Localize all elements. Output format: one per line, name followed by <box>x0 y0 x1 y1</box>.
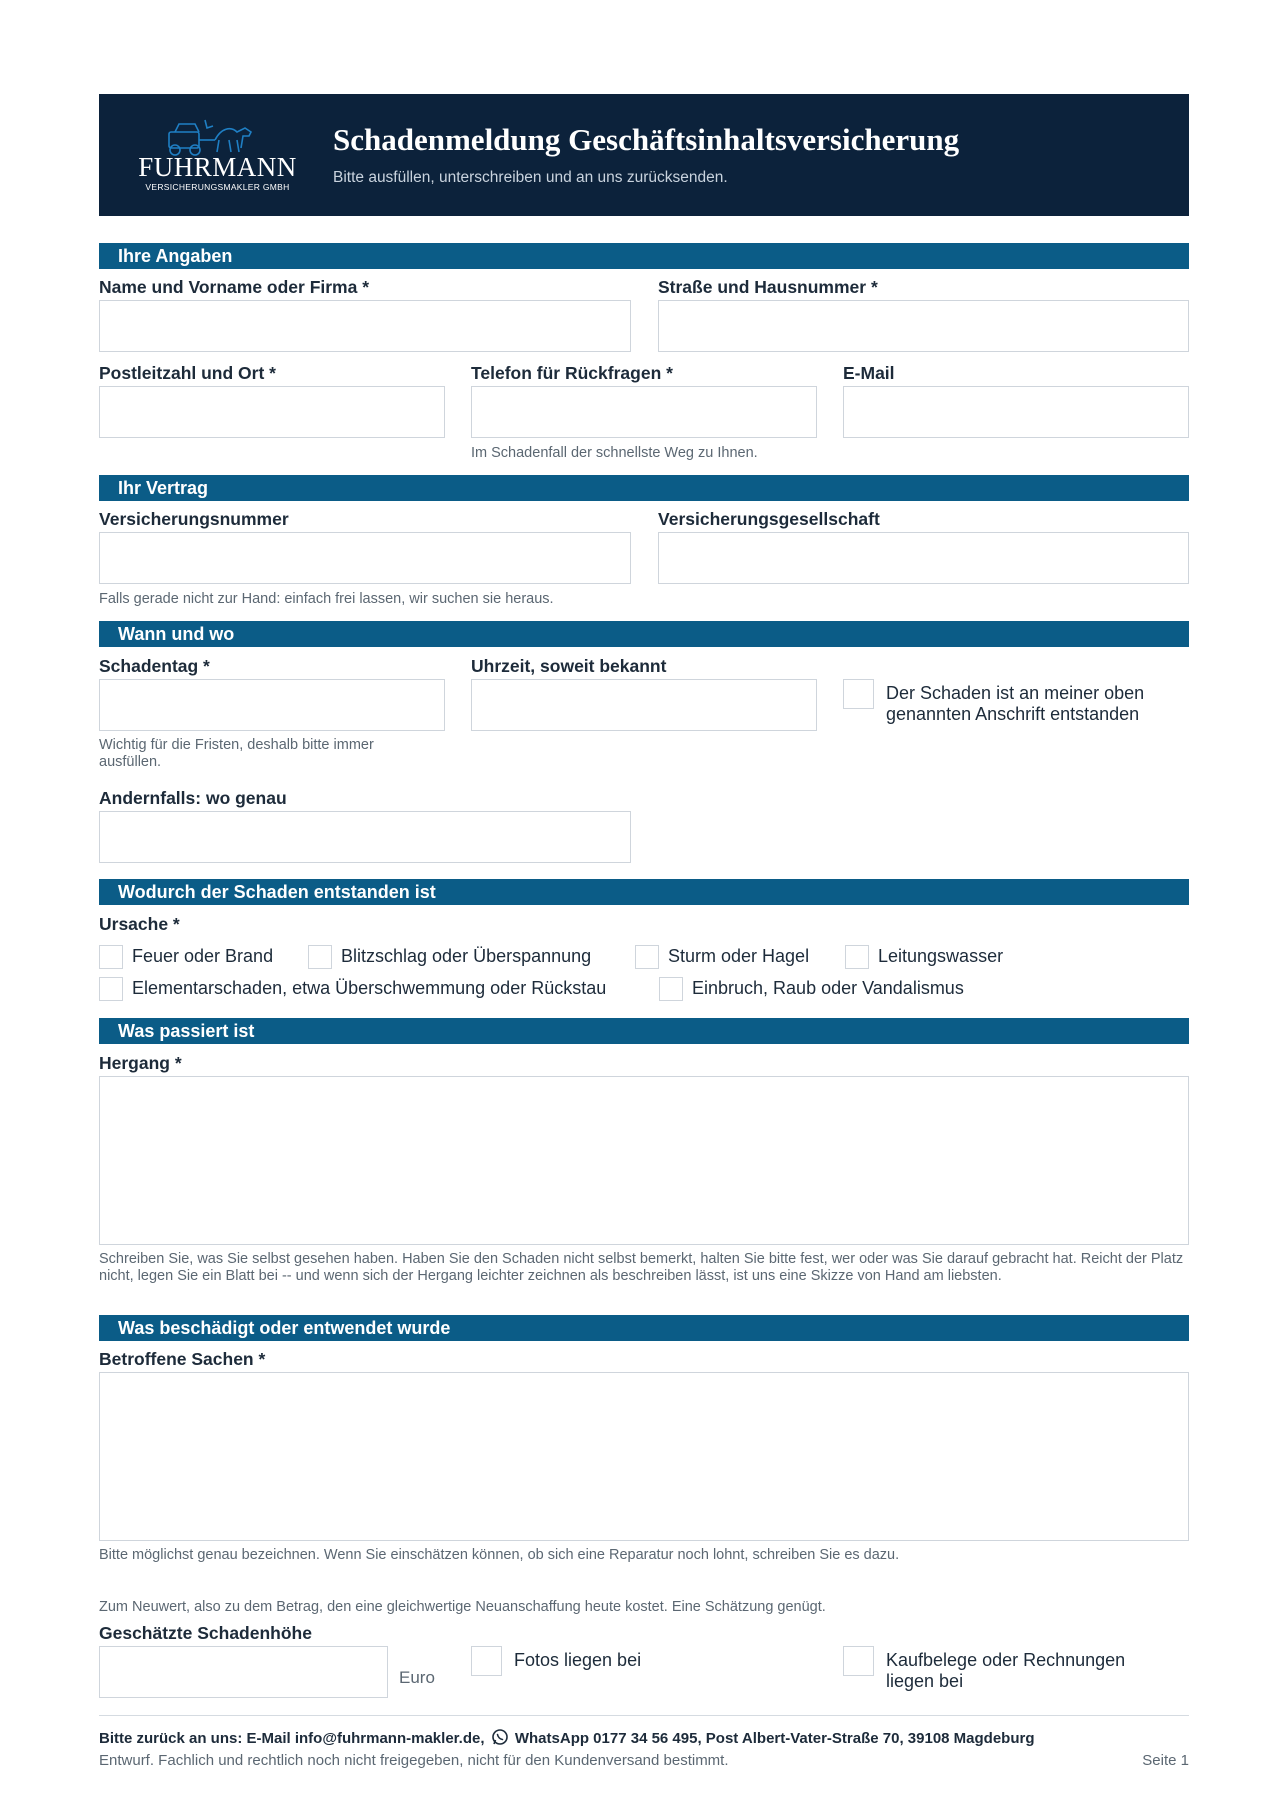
policy-number-field[interactable] <box>99 532 631 584</box>
course-textarea[interactable] <box>99 1076 1189 1245</box>
cause-lightning-checkbox[interactable] <box>308 945 332 969</box>
photos-label: Fotos liegen bei <box>514 1650 642 1670</box>
amount-field[interactable] <box>99 1646 388 1698</box>
photos-checkbox[interactable] <box>471 1646 502 1676</box>
location-label: Andernfalls: wo genau <box>99 788 287 808</box>
cause-label: Ursache * <box>99 914 180 934</box>
plz-city-field[interactable] <box>99 386 445 438</box>
name-field[interactable] <box>99 300 631 352</box>
amount-label: Geschätzte Schadenhöhe <box>99 1623 312 1643</box>
items-hint: Bitte möglichst genau bezeichnen. Wenn Sie einschätzen können, ob sich eine Reparatur noch lohnt, schreiben Sie es dazu. <box>99 1547 900 1563</box>
own-address-label: Der Schaden ist an meiner oben genannten Anschrift entstanden <box>886 683 1145 724</box>
insurer-field[interactable] <box>658 532 1189 584</box>
phone-label: Telefon für Rückfragen * <box>471 363 673 383</box>
cause-fire-checkbox[interactable] <box>99 945 123 969</box>
section-ihre-angaben: Ihre Angaben <box>99 243 1189 269</box>
email-field[interactable] <box>843 386 1189 438</box>
damage-date-label: Schadentag * <box>99 656 210 676</box>
currency-label: Euro <box>399 1668 435 1687</box>
whatsapp-icon <box>491 1728 509 1750</box>
cause-fire-label: Feuer oder Brand <box>132 946 274 966</box>
cause-water-checkbox[interactable] <box>845 945 869 969</box>
name-label: Name und Vorname oder Firma * <box>99 277 370 297</box>
footer-disclaimer: Entwurf. Fachlich und rechtlich noch nicht freigegeben, nicht für den Kundenversand bestimmt. <box>99 1752 729 1769</box>
damage-time-label: Uhrzeit, soweit bekannt <box>471 656 667 676</box>
page-subtitle: Bitte ausfüllen, unterschreiben und an uns zurücksenden. <box>333 169 728 186</box>
logo-tagline: VERSICHERUNGSMAKLER GMBH <box>145 182 290 192</box>
policy-hint: Falls gerade nicht zur Hand: einfach frei lassen, wir suchen sie heraus. <box>99 591 554 607</box>
course-hint: Schreiben Sie, was Sie selbst gesehen haben. Haben Sie den Schaden nicht selbst bemerkt, halten Sie bitte fest, wer oder was Sie darauf gebracht hat. Reicht der Platz nicht, legen Sie ein Blatt bei -- und wenn sich der Hergang leichter zeichnen als beschreiben lässt, ist uns eine Skizze von Hand am liebsten. <box>99 1251 1184 1284</box>
cause-elemental-label: Elementarschaden, etwa Überschwemmung oder Rückstau <box>132 978 607 998</box>
own-address-checkbox[interactable] <box>843 679 874 709</box>
street-field[interactable] <box>658 300 1189 352</box>
plz-label: Postleitzahl und Ort * <box>99 363 276 383</box>
receipts-label: Kaufbelege oder Rechnungen liegen bei <box>886 1650 1126 1691</box>
cause-burglary-label: Einbruch, Raub oder Vandalismus <box>692 978 964 998</box>
footer-contact-email: Bitte zurück an uns: E-Mail info@fuhrmann-makler.de, <box>99 1730 485 1747</box>
footer-divider <box>99 1715 1189 1716</box>
cause-storm-checkbox[interactable] <box>635 945 659 969</box>
cause-lightning-label: Blitzschlag oder Überspannung <box>341 946 592 966</box>
company-logo <box>135 118 295 194</box>
header-banner <box>99 94 1189 216</box>
damage-time-field[interactable] <box>471 679 817 731</box>
insurer-label: Versicherungsgesellschaft <box>658 509 880 529</box>
page-number: Seite 1 <box>1142 1752 1189 1769</box>
cause-storm-label: Sturm oder Hagel <box>668 946 810 966</box>
email-label: E-Mail <box>843 363 895 383</box>
section-ursache: Wodurch der Schaden entstanden ist <box>99 879 1189 905</box>
section-betroffene-sachen: Was beschädigt oder entwendet wurde <box>99 1315 1189 1341</box>
policy-number-label: Versicherungsnummer <box>99 509 289 529</box>
logo-wordmark: FUHRMANN <box>138 152 297 182</box>
cause-burglary-checkbox[interactable] <box>659 977 683 1001</box>
date-hint: Wichtig für die Fristen, deshalb bitte immer ausfüllen. <box>99 737 374 770</box>
section-hergang: Was passiert ist <box>99 1018 1189 1044</box>
footer-contact <box>99 1728 1035 1750</box>
section-ihr-vertrag: Ihr Vertrag <box>99 475 1189 501</box>
footer-contact-other: WhatsApp 0177 34 56 495, Post Albert-Vater-Straße 70, 39108 Magdeburg <box>514 1730 1035 1747</box>
course-label: Hergang * <box>99 1053 182 1073</box>
cause-elemental-checkbox[interactable] <box>99 977 123 1001</box>
receipts-checkbox[interactable] <box>843 1646 874 1676</box>
items-label: Betroffene Sachen * <box>99 1349 266 1369</box>
location-field[interactable] <box>99 811 631 863</box>
phone-hint: Im Schadenfall der schnellste Weg zu Ihnen. <box>471 445 758 461</box>
phone-field[interactable] <box>471 386 817 438</box>
value-hint: Zum Neuwert, also zu dem Betrag, den eine gleichwertige Neuanschaffung heute kostet. Eine Schätzung genügt. <box>99 1599 826 1615</box>
damage-date-field[interactable] <box>99 679 445 731</box>
section-wann-und-wo: Wann und wo <box>99 621 1189 647</box>
items-textarea[interactable] <box>99 1372 1189 1541</box>
cause-water-label: Leitungswasser <box>878 946 1004 966</box>
street-label: Straße und Hausnummer * <box>658 277 878 297</box>
page-title: Schadenmeldung Geschäftsinhaltsversicherung <box>333 122 960 157</box>
